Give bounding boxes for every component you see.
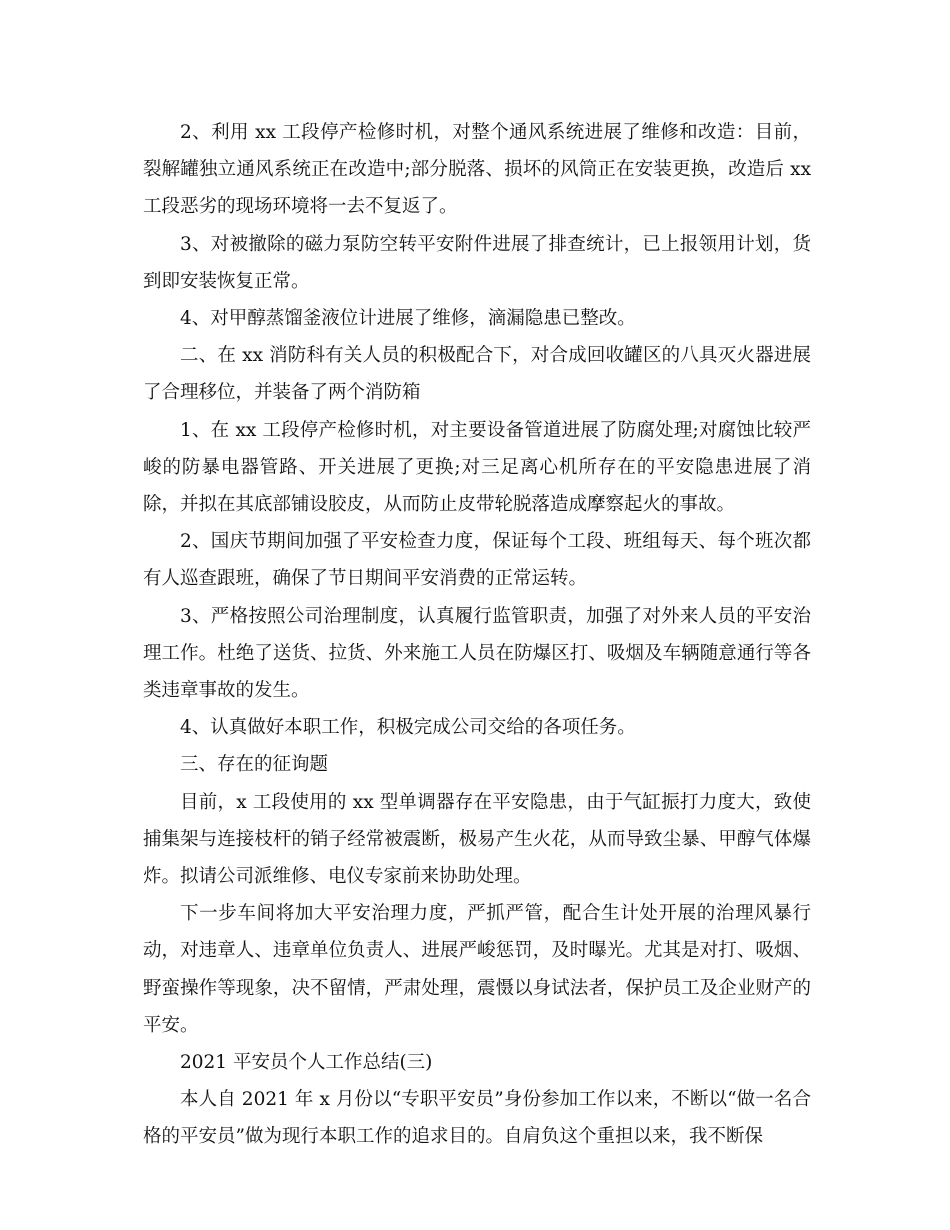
- paragraph-level-gauge: 4、对甲醇蒸馏釜液位计进展了维修，滴漏隐患已整改。: [180, 308, 636, 330]
- paragraph-duties: 4、认真做好本职工作，积极完成公司交给的各项任务。: [180, 717, 636, 739]
- section-heading-problems: 三、存在的征询题: [180, 754, 329, 776]
- paragraph-hazard-description: 目前，x 工段使用的 xx 型单调器存在平安隐患，由于气缸振打力度大，致使捕集架与连接枝杆的销子经常被震断，极易产生火花，从而导致尘暴、甲醇气体爆炸。拟请公司派维修、电仪专家前来协助处理。: [143, 791, 811, 888]
- section-title-summary-three: 2021 平安员个人工作总结(三): [180, 1052, 433, 1074]
- paragraph-next-steps: 下一步车间将加大平安治理力度，严抓严管，配合生计处开展的治理风暴行动，对违章人、违章单位负责人、进展严峻惩罚，及时曝光。尤其是对打、吸烟、野蛮操作等现象，决不留情，严肃处理，震慑以身试法者，保护员工及企业财产的平安。: [143, 903, 811, 1036]
- document-body: [143, 114, 817, 1156]
- paragraph-pump-accessories: 3、对被撤除的磁力泵防空转平安附件进展了排查统计，已上报领用计划，货到即安装恢复正常。: [143, 233, 811, 292]
- paragraph-ventilation-repair: 2、利用 xx 工段停产检修时机，对整个通风系统进展了维修和改造：目前，裂解罐独立通风系统正在改造中;部分脱落、损坏的风筒正在安装更换，改造后 xx 工段恶劣的现场环境将一去不复返了。: [143, 122, 817, 218]
- paragraph-summary-intro: 本人自 2021 年 x 月份以“专职平安员”身份参加工作以来，不断以“做一名合格的平安员”做为现行本职工作的追求目的。自肩负这个重担以来，我不断保: [143, 1089, 811, 1148]
- paragraph-management-rules: 3、严格按照公司治理制度，认真履行监管职责，加强了对外来人员的平安治理工作。杜绝了送货、拉货、外来施工人员在防爆区打、吸烟及车辆随意通行等各类违章事故的发生。: [143, 605, 811, 702]
- section-heading-fire-safety: 二、在 xx 消防科有关人员的积极配合下，对合成回收罐区的八具灭火器进展了合理移位，并装备了两个消防箱: [143, 345, 811, 404]
- paragraph-anticorrosion: 1、在 xx 工段停产检修时机，对主要设备管道进展了防腐处理;对腐蚀比较严峻的防暴电器管路、开关进展了更换;对三足离心机所存在的平安隐患进展了消除，并拟在其底部铺设胶皮，从而防止皮带轮脱落造成摩察起火的事故。: [143, 419, 811, 516]
- paragraph-national-day-inspection: 2、国庆节期间加强了平安检查力度，保证每个工段、班组每天、每个班次都有人巡查跟班，确保了节日期间平安消费的正常运转。: [143, 531, 811, 590]
